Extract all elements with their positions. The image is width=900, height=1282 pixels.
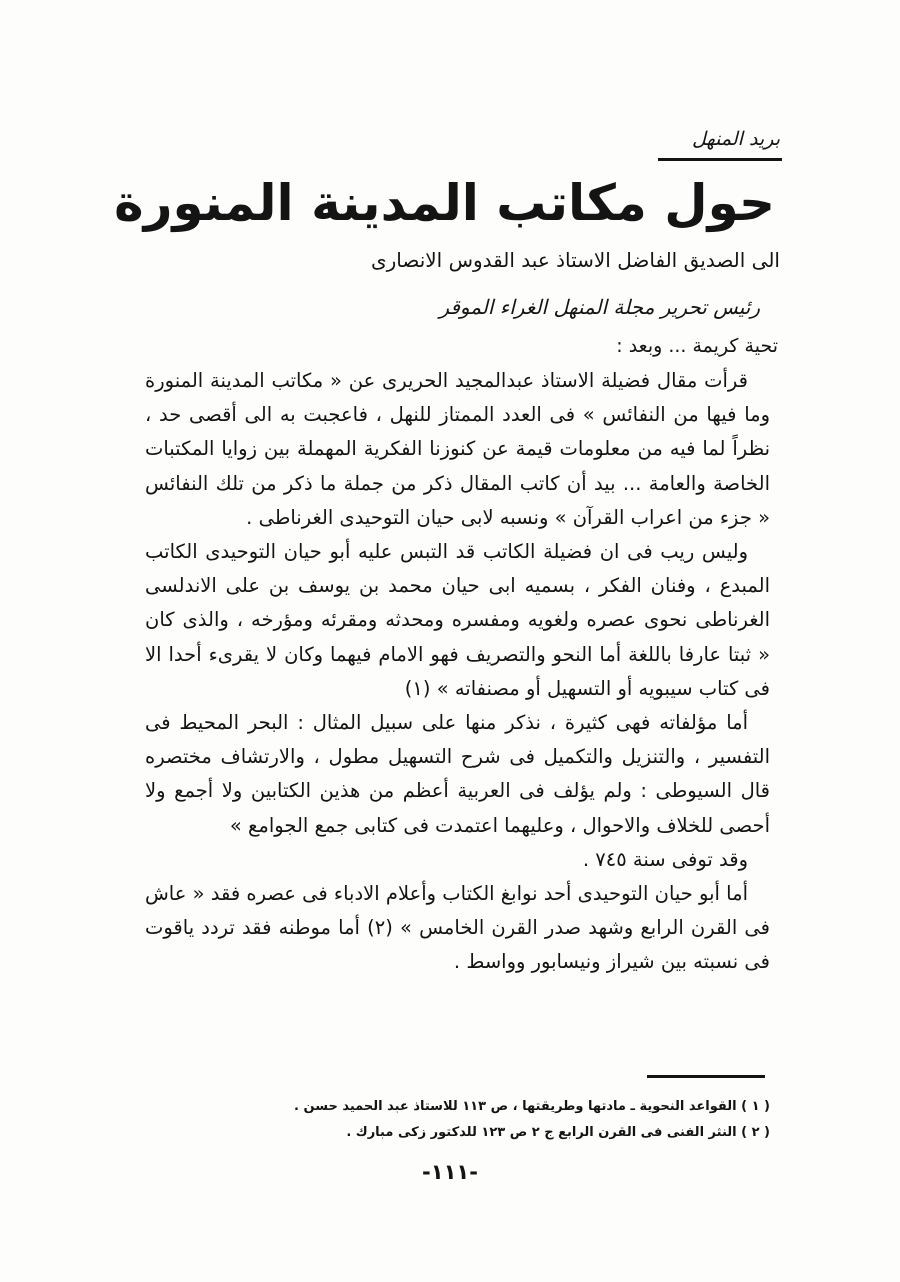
page-number: -١١١- [422,1160,478,1184]
paragraph: أما أبو حيان التوحيدى أحد نوابغ الكتاب وأعلام الادباء فى عصره فقد « عاش فى القرن الرابع وشهد صدر القرن الخامس » (٢) أما موطنه فقد تردد ياقوت فى نسبته بين شيراز ونيسابور وواسط . [145,882,770,974]
footnotes [130,1094,770,1146]
article-title: حول مكاتب المدينة المنورة [114,174,775,232]
paragraph: أما مؤلفاته فهى كثيرة ، نذكر منها على سبيل المثال : البحر المحيط فى التفسير ، والتنزيل والتكميل فى شرح التسهيل مطول ، والارتشاف مختصره قال السيوطى : ولم يؤلف فى العربية أعظم من هذين الكتابين ولا أجمع ولا أحصى للخلاف والاحوال ، وعليهما اعتمدت فى كتابى جمع الجوامع » [145,711,770,837]
paragraph: وقد توفى سنة ٧٤٥ . [582,847,748,871]
section-label: بريد المنهل [691,128,780,150]
addressee-line: الى الصديق الفاضل الاستاذ عبد القدوس الانصارى [370,248,780,272]
salutation: تحية كريمة ... وبعد : [616,335,778,357]
article-body [145,364,770,980]
footnote-item: ( ١ ) القواعد النحوية ـ مادتها وطريقتها ، ص ١١٣ للاستاذ عبد الحميد حسن . [294,1099,770,1114]
paragraph: قرأت مقال فضيلة الاستاذ عبدالمجيد الحريرى عن « مكاتب المدينة المنورة وما فيها من النفائس » فى العدد الممتاز للنهل ، فاعجبت به الى أقصى حد ، نظراً لما فيه من معلومات قيمة عن كنوزنا الفكرية المهملة بين زوايا المكتبات الخاصة والعامة ... بيد أن كاتب المقال ذكر من جملة ما ذكر من تلك النفائس « جزء من اعراب القرآن » ونسبه لابى حيان التوحيدى الغرناطى . [145,369,770,529]
section-label-underline [658,158,782,161]
footnote-item: ( ٢ ) النثر الفنى فى القرن الرابع ج ٢ ص ١٢٣ للدكتور زكى مبارك . [346,1125,770,1140]
footnote-separator [647,1075,765,1078]
paragraph: وليس ريب فى ان فضيلة الكاتب قد التبس عليه أبو حيان التوحيدى الكاتب المبدع ، وفنان الفكر ، بسميه ابى حيان محمد بن يوسف بن على الاندلسى الغرناطى نحوى عصره ولغويه ومفسره ومحدثه ومقرئه ومؤرخه ، والذى كان « ثبتا عارفا باللغة أما النحو والتصريف فهو الامام فيهما وكان لا يقرىء أحدا الا فى كتاب سيبويه أو التسهيل أو مصنفاته » (١) [145,540,770,700]
editor-line: رئيس تحرير مجلة المنهل الغراء الموقر [439,295,760,319]
